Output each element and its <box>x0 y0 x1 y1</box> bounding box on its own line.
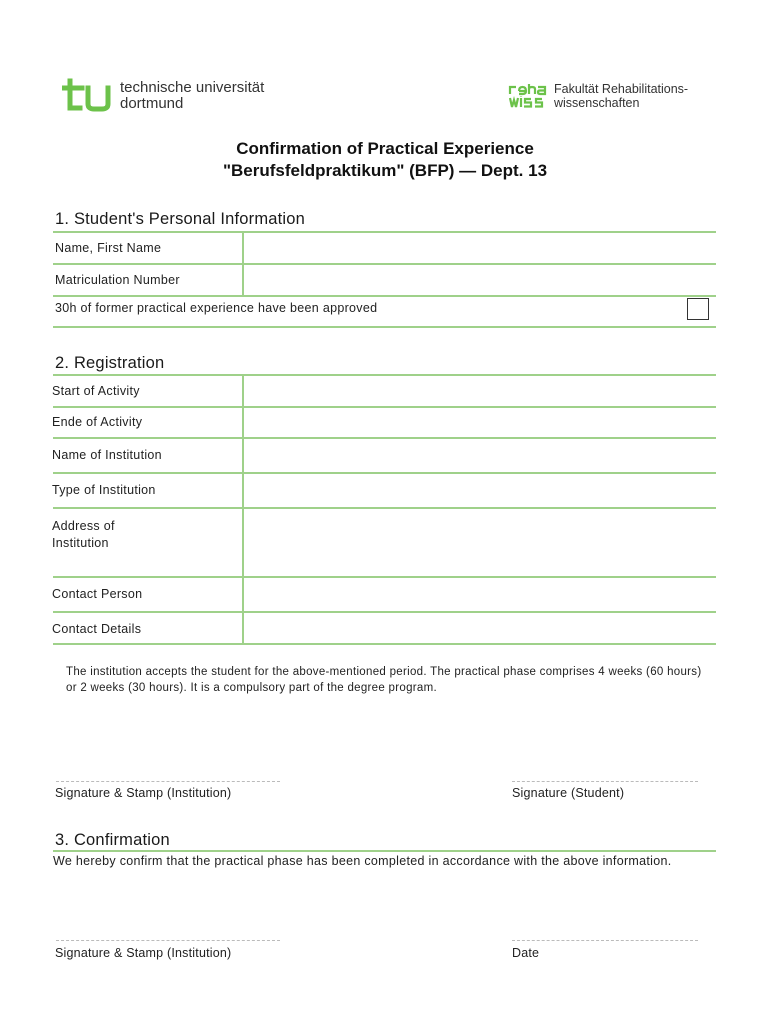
section-1-heading: 1. Student's Personal Information <box>55 210 306 228</box>
approved-checkbox[interactable] <box>687 298 709 320</box>
divider <box>53 643 716 645</box>
tu-dortmund-logo <box>62 78 264 114</box>
signature-line-institution <box>56 781 280 782</box>
divider <box>53 472 716 474</box>
signature-student-label: Signature (Student) <box>512 786 625 800</box>
section-3-heading: 3. Confirmation <box>55 831 170 849</box>
title-line-2: "Berufsfeldpraktikum" (BFP) — Dept. 13 <box>222 161 548 180</box>
divider <box>53 295 716 297</box>
reha-logo-line1: Fakultät Rehabilitations- <box>554 82 689 96</box>
title-line-1: Confirmation of Practical Experience <box>236 139 534 158</box>
column-divider <box>242 375 244 645</box>
signature-institution-label-2: Signature & Stamp (Institution) <box>55 946 232 960</box>
signature-line-student <box>512 781 698 782</box>
signature-line-institution-2 <box>56 940 280 941</box>
approved-checkbox-label: 30h of former practical experience have been approved <box>55 301 378 315</box>
contact-person-label: Contact Person <box>52 587 143 601</box>
divider <box>53 507 716 509</box>
divider <box>53 576 716 578</box>
section-2-heading: 2. Registration <box>55 354 165 372</box>
type-of-institution-label: Type of Institution <box>52 483 156 497</box>
reha-wiss-logo-icon <box>508 83 548 109</box>
divider <box>53 611 716 613</box>
contact-details-label: Contact Details <box>52 622 142 636</box>
tu-logo-icon <box>62 78 112 114</box>
date-line <box>512 940 698 941</box>
name-first-name-label: Name, First Name <box>55 241 162 255</box>
end-of-activity-label: Ende of Activity <box>52 415 143 429</box>
divider <box>53 437 716 439</box>
reha-wiss-logo <box>508 82 688 110</box>
divider <box>53 326 716 328</box>
matriculation-number-label: Matriculation Number <box>55 273 180 287</box>
institution-acceptance-note: The institution accepts the student for the above-mentioned period. The practical phase comprises 4 weeks (60 hours) or 2 weeks (30 hours). It is a compulsory part of the degree program. <box>66 666 702 694</box>
address-of-institution-label: Address of Institution <box>52 519 115 550</box>
divider <box>53 374 716 376</box>
name-of-institution-label: Name of Institution <box>52 448 162 462</box>
date-label: Date <box>512 946 540 960</box>
tu-logo-line2: dortmund <box>120 95 184 112</box>
divider <box>53 231 716 233</box>
signature-institution-label: Signature & Stamp (Institution) <box>55 786 232 800</box>
divider <box>53 406 716 408</box>
reha-logo-line2: wissenschaften <box>554 96 640 110</box>
start-of-activity-label: Start of Activity <box>52 384 140 398</box>
tu-logo-line1: technische universität <box>120 79 265 96</box>
divider <box>53 850 716 852</box>
document-title <box>0 138 770 182</box>
divider <box>53 263 716 265</box>
confirmation-text: We hereby confirm that the practical phase has been completed in accordance with the above information. <box>53 854 672 868</box>
